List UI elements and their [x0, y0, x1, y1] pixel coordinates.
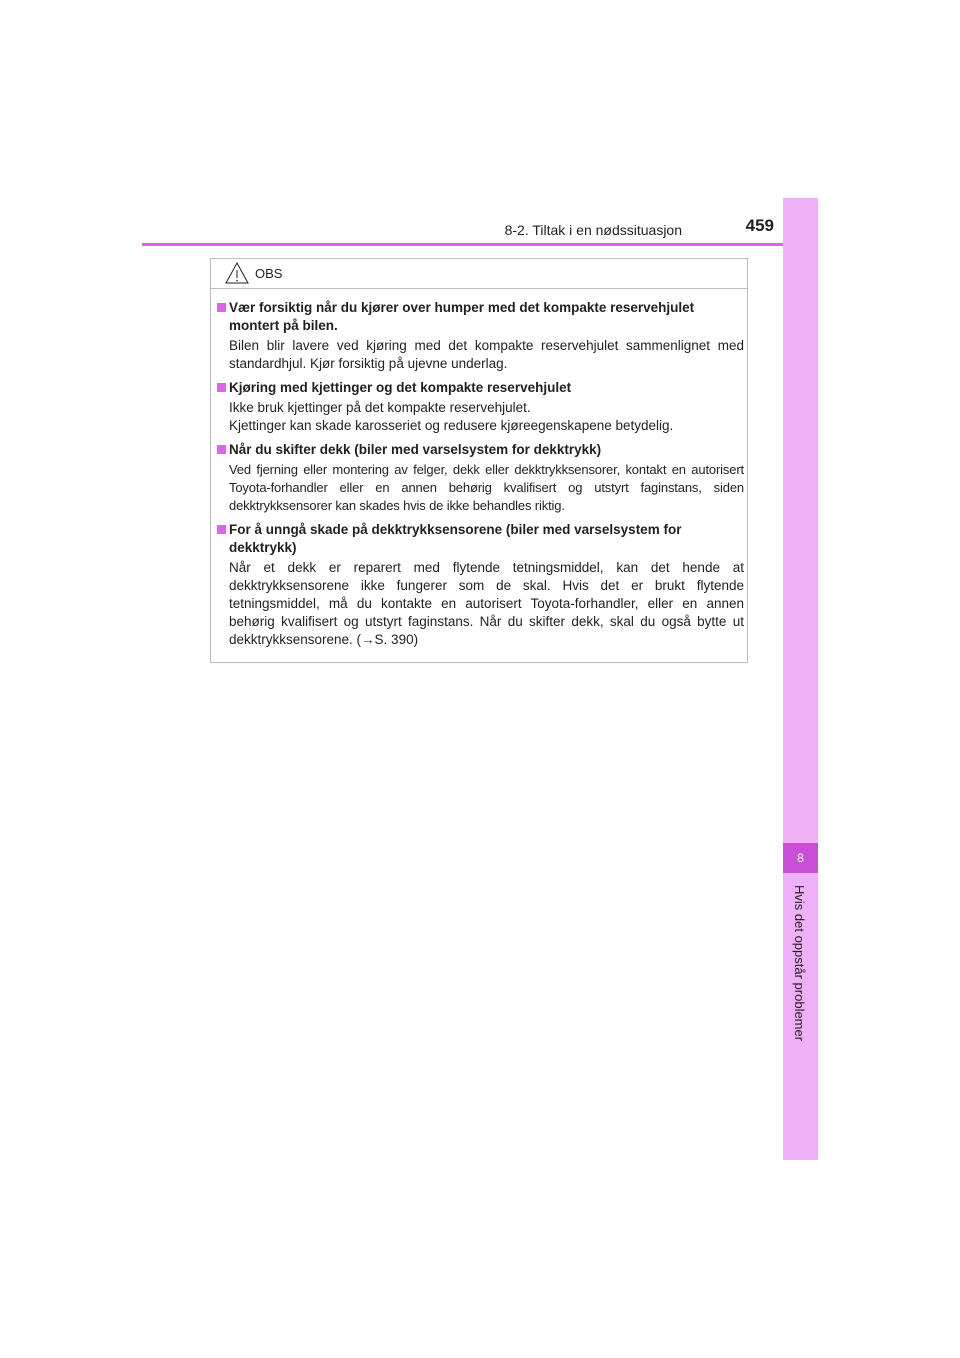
caution-box: [210, 258, 748, 663]
caution-title: OBS: [255, 266, 283, 281]
caution-item-text: Når et dekk er reparert med flytende tetningsmiddel, kan det hende at dekktrykksensorene ikke fungerer som de skal. Hvis det er brukt flytende tetningsmiddel, må du kontakte en autorisert Toyota-forhandler, eller en annen behørig kvalifisert og utstyrt faginstans. Når du skifter dekk, skal du også bytte ut dekktrykksensorene. (→S. 390): [229, 560, 744, 647]
square-bullet-icon: [217, 383, 226, 392]
square-bullet-icon: [217, 303, 226, 312]
caution-item-title: For å unngå skade på dekktrykksensorene (biler med varselsystem for dekktrykk): [229, 522, 682, 555]
caution-header: [211, 259, 747, 289]
caution-item-title: Vær forsiktig når du kjører over humper med det kompakte reservehjulet montert på bilen.: [229, 300, 695, 333]
chapter-number: 8: [783, 843, 818, 873]
caution-item: [217, 379, 744, 435]
caution-item: [217, 441, 744, 515]
header-rule: [142, 243, 818, 246]
caution-item-text: Ikke bruk kjettinger på det kompakte reservehjulet.: [229, 400, 531, 415]
warning-triangle-icon: [225, 261, 249, 285]
caution-item-title: Kjøring med kjettinger og det kompakte reservehjulet: [229, 380, 572, 395]
caution-item: [217, 521, 744, 649]
square-bullet-icon: [217, 525, 226, 534]
section-title: 8-2. Tiltak i en nødssituasjon: [504, 222, 682, 238]
caution-item-text: Bilen blir lavere ved kjøring med det kompakte reservehjulet sammenlignet med standardhjul. Kjør forsiktig på ujevne underlag.: [229, 338, 744, 371]
caution-content: [217, 299, 744, 655]
chapter-title: Hvis det oppstår problemer: [792, 885, 807, 1042]
caution-item-text: Kjettinger kan skade karosseriet og redusere kjøreegenskapene betydelig.: [229, 418, 674, 433]
page-number: 459: [745, 216, 774, 235]
square-bullet-icon: [217, 445, 226, 454]
caution-item: [217, 299, 744, 373]
caution-item-title: Når du skifter dekk (biler med varselsystem for dekktrykk): [229, 442, 602, 457]
caution-item-text: Ved fjerning eller montering av felger, dekk eller dekktrykksensorer, kontakt en autorisert Toyota-forhandler eller en annen behørig kvalifisert og utstyrt faginstans, siden dekktrykksensorer kan skades hvis de ikke behandles riktig.: [229, 462, 744, 513]
